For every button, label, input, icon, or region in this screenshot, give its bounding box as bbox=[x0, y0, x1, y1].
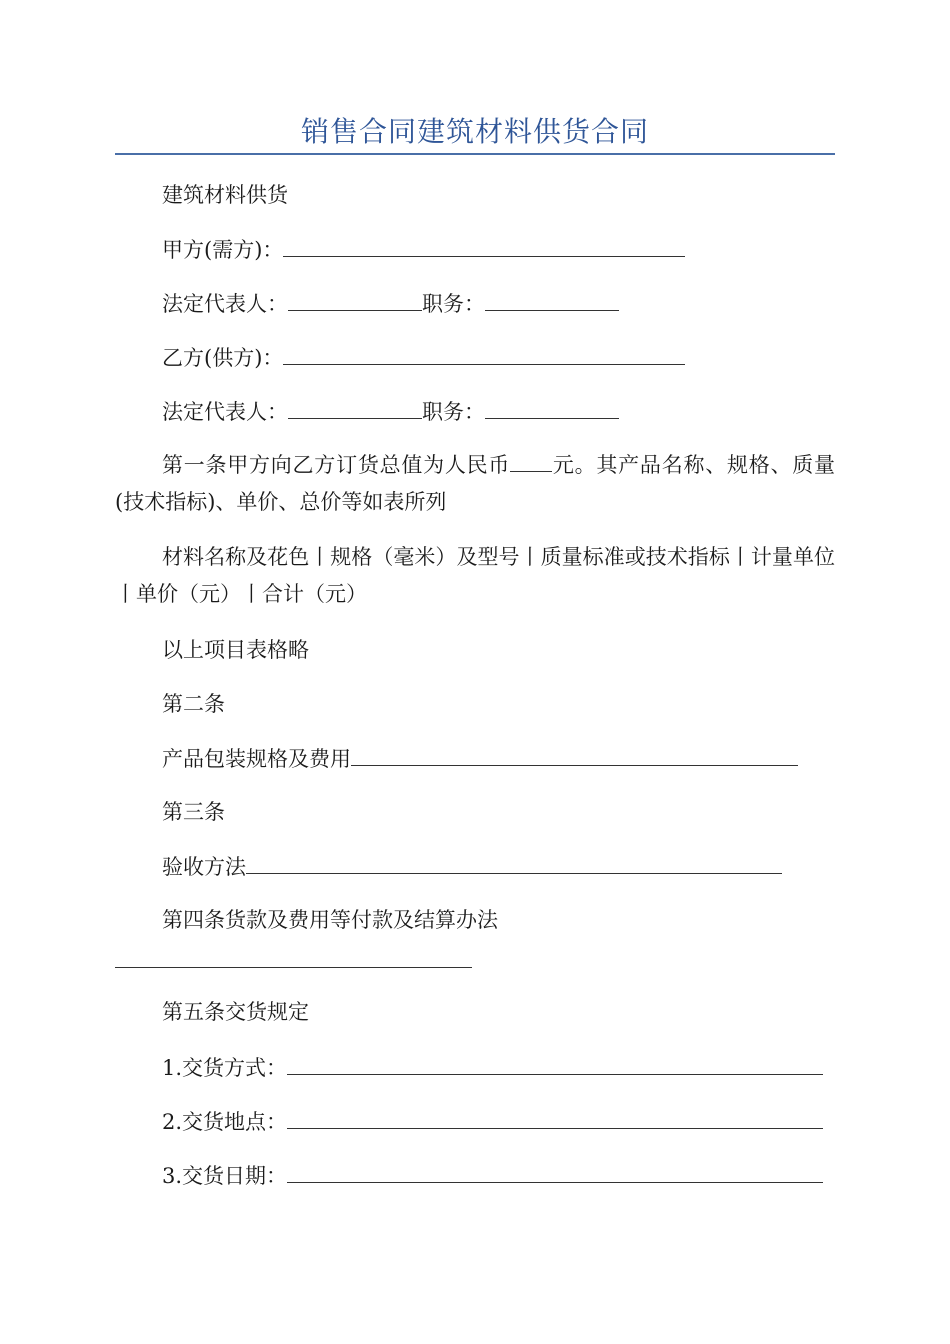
representative-blank[interactable] bbox=[288, 288, 422, 311]
delivery-date-row bbox=[162, 1160, 823, 1191]
position-label: 职务： bbox=[422, 292, 485, 316]
article-three-heading: 第三条 bbox=[162, 800, 225, 824]
payment-method-blank[interactable] bbox=[115, 967, 472, 968]
delivery-location-blank[interactable] bbox=[287, 1106, 823, 1129]
representative-label: 法定代表人： bbox=[162, 400, 288, 424]
packaging-label: 产品包装规格及费用 bbox=[162, 747, 351, 771]
article-four-heading: 第四条货款及费用等付款及结算办法 bbox=[162, 908, 498, 932]
contract-subject: 建筑材料供货 bbox=[162, 183, 288, 207]
delivery-method-row bbox=[162, 1052, 823, 1083]
page-title: 销售合同建筑材料供货合同 bbox=[300, 115, 649, 148]
party-b-label: 乙方(供方)： bbox=[162, 346, 284, 370]
delivery-method-blank[interactable] bbox=[287, 1052, 823, 1075]
article-one-paragraph bbox=[115, 447, 835, 521]
party-a-label: 甲方(需方)： bbox=[162, 238, 284, 262]
party-b-row bbox=[162, 342, 685, 373]
acceptance-label: 验收方法 bbox=[162, 855, 246, 879]
item-table-header-paragraph: 材料名称及花色丨规格（毫米）及型号丨质量标准或技术指标丨计量单位丨单价（元）丨合计（元） bbox=[115, 545, 835, 606]
delivery-date-label: 3.交货日期： bbox=[162, 1164, 288, 1188]
article-one-text-b: 元。其产品名称、规格、质量(技术指标)、单价、总价等如表所列 bbox=[115, 453, 836, 514]
table-omitted-note: 以上项目表格略 bbox=[162, 638, 309, 662]
position-label: 职务： bbox=[422, 400, 485, 424]
representative-blank[interactable] bbox=[288, 396, 422, 419]
delivery-method-label: 1.交货方式： bbox=[162, 1056, 288, 1080]
party-a-blank[interactable] bbox=[283, 234, 685, 257]
delivery-location-label: 2.交货地点： bbox=[162, 1110, 288, 1134]
position-blank[interactable] bbox=[485, 396, 619, 419]
representative-label: 法定代表人： bbox=[162, 292, 288, 316]
article-two-heading: 第二条 bbox=[162, 692, 225, 716]
packaging-blank[interactable] bbox=[351, 743, 798, 766]
party-a-row bbox=[162, 234, 685, 265]
party-a-representative-row bbox=[162, 288, 619, 319]
delivery-date-blank[interactable] bbox=[287, 1160, 823, 1183]
acceptance-blank[interactable] bbox=[246, 851, 782, 874]
packaging-row bbox=[162, 743, 798, 774]
delivery-location-row bbox=[162, 1106, 823, 1137]
title-underline bbox=[115, 153, 835, 155]
total-amount-blank[interactable] bbox=[510, 449, 552, 472]
party-b-representative-row bbox=[162, 396, 619, 427]
party-b-blank[interactable] bbox=[283, 342, 685, 365]
position-blank[interactable] bbox=[485, 288, 619, 311]
article-five-heading: 第五条交货规定 bbox=[162, 1000, 309, 1024]
article-one-text-a: 第一条甲方向乙方订货总值为人民币 bbox=[162, 453, 511, 477]
acceptance-row bbox=[162, 851, 782, 882]
